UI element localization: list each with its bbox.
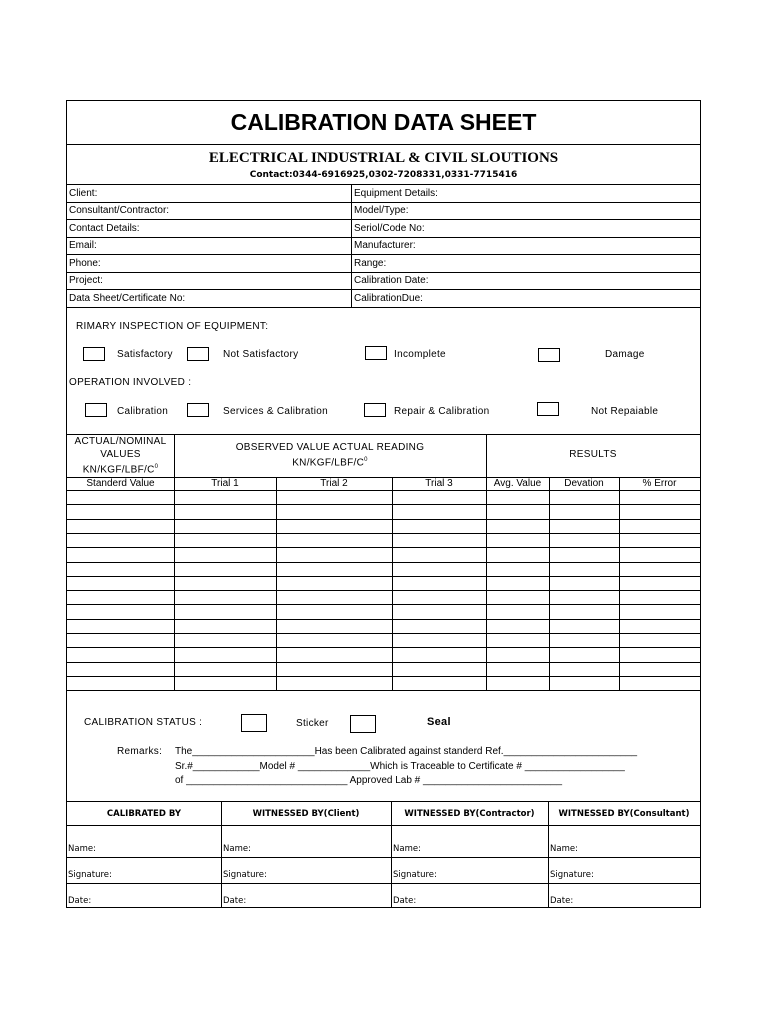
services-calibration-checkbox[interactable] <box>187 403 209 417</box>
contractor-signature-field[interactable]: Signature: <box>393 870 437 880</box>
table-col-divider <box>174 434 175 690</box>
observed-header <box>174 441 486 469</box>
col-trial-1: Trial 1 <box>211 478 239 489</box>
divider <box>67 825 700 826</box>
remarks-label: Remarks: <box>117 746 163 757</box>
model-type-field[interactable]: Model/Type: <box>354 205 409 216</box>
observed-unit <box>174 454 486 469</box>
contractor-date-field[interactable]: Date: <box>393 896 417 906</box>
witness-client-header: WITNESSED BY(Client) <box>252 809 360 819</box>
table-row <box>67 662 700 663</box>
calibration-due-field[interactable]: CalibrationDue: <box>354 293 423 304</box>
divider <box>67 883 700 884</box>
manufacturer-field[interactable]: Manufacturer: <box>354 240 416 251</box>
incomplete-checkbox[interactable] <box>365 346 387 360</box>
actual-nominal-unit <box>67 461 174 476</box>
sticker-checkbox[interactable] <box>241 714 267 732</box>
unit-text: KN/KGF/LBF/C <box>292 457 365 469</box>
col-trial-2: Trial 2 <box>320 478 348 489</box>
page-title: CALIBRATION DATA SHEET <box>230 109 537 135</box>
company-contact: Contact:0344-6916925,0302-7208331,0331-7715416 <box>249 170 518 180</box>
divider <box>67 289 700 290</box>
table-colhead-divider <box>67 490 700 491</box>
phone-field[interactable]: Phone: <box>69 258 101 269</box>
calibrated-name-field[interactable]: Name: <box>68 844 96 854</box>
table-col-divider <box>619 477 620 690</box>
incomplete-label: Incomplete <box>394 349 446 360</box>
divider <box>67 857 700 858</box>
sticker-label: Sticker <box>296 718 329 729</box>
witness-contractor-header: WITNESSED BY(Contractor) <box>404 809 535 819</box>
project-field[interactable]: Project: <box>69 275 103 286</box>
col-trial-3: Trial 3 <box>425 478 453 489</box>
repair-calibration-checkbox[interactable] <box>364 403 386 417</box>
table-header-divider <box>67 477 700 478</box>
table-col-divider <box>276 477 277 690</box>
calibration-label: Calibration <box>117 406 169 417</box>
satisfactory-label: Satisfactory <box>117 349 173 360</box>
remarks-line-2[interactable]: Sr.#____________Model # _____________Which is Traceable to Certificate # __________________ <box>175 761 625 772</box>
not-repairable-label: Not Repaiable <box>591 406 659 417</box>
calibration-sheet <box>66 100 701 908</box>
col-standard-value: Standerd Value <box>86 478 155 489</box>
actual-nominal-header <box>67 435 174 476</box>
table-row <box>67 647 700 648</box>
seal-checkbox[interactable] <box>350 715 376 733</box>
calibrated-by-header: CALIBRATED BY <box>106 809 182 819</box>
table-row <box>67 519 700 520</box>
repair-calibration-label: Repair & Calibration <box>394 406 490 417</box>
witness-consultant-header: WITNESSED BY(Consultant) <box>558 809 690 819</box>
remarks-line-3[interactable]: of _____________________________ Approved Lab # _________________________ <box>175 775 563 786</box>
damage-checkbox[interactable] <box>538 348 560 362</box>
table-row <box>67 576 700 577</box>
table-row <box>67 690 700 691</box>
table-row <box>67 633 700 634</box>
table-row <box>67 504 700 505</box>
divider <box>67 202 700 203</box>
client-field[interactable]: Client: <box>69 188 98 199</box>
table-row <box>67 604 700 605</box>
not-satisfactory-label: Not Satisfactory <box>223 349 299 360</box>
calibration-status-label: CALIBRATION STATUS : <box>84 717 203 728</box>
range-field[interactable]: Range: <box>354 258 387 269</box>
divider <box>67 307 700 308</box>
table-col-divider <box>486 434 487 690</box>
col-error: % Error <box>642 478 677 489</box>
table-row <box>67 619 700 620</box>
contact-details-field[interactable]: Contact Details: <box>69 223 140 234</box>
table-col-divider <box>549 477 550 690</box>
consultant-name-field[interactable]: Name: <box>550 844 578 854</box>
calibration-checkbox[interactable] <box>85 403 107 417</box>
divider <box>67 219 700 220</box>
col-avg-value: Avg. Value <box>493 478 542 489</box>
divider <box>67 144 700 145</box>
serial-code-field[interactable]: Seriol/Code No: <box>354 223 425 234</box>
actual-nominal-title: ACTUAL/NOMINAL VALUES <box>74 436 167 460</box>
divider <box>67 272 700 273</box>
damage-label: Damage <box>605 349 645 360</box>
consultant-field[interactable]: Consultant/Contractor: <box>69 205 170 216</box>
contractor-name-field[interactable]: Name: <box>393 844 421 854</box>
client-name-field[interactable]: Name: <box>223 844 251 854</box>
table-row <box>67 562 700 563</box>
consultant-date-field[interactable]: Date: <box>550 896 574 906</box>
divider <box>67 237 700 238</box>
client-signature-field[interactable]: Signature: <box>223 870 267 880</box>
remarks-line-1[interactable]: The______________________Has been Calibrated against standerd Ref.________________________ <box>175 746 638 757</box>
degree-sup: 0 <box>364 457 368 463</box>
degree-sup: 0 <box>154 464 159 470</box>
divider <box>67 801 700 802</box>
not-repairable-checkbox[interactable] <box>537 402 559 416</box>
table-row <box>67 533 700 534</box>
calibrated-date-field[interactable]: Date: <box>68 896 92 906</box>
not-satisfactory-checkbox[interactable] <box>187 347 209 361</box>
inspection-heading: RIMARY INSPECTION OF EQUIPMENT: <box>76 321 269 332</box>
divider <box>67 184 700 185</box>
observed-title: OBSERVED VALUE ACTUAL READING <box>235 442 425 453</box>
results-header: RESULTS <box>569 449 617 460</box>
calibrated-signature-field[interactable]: Signature: <box>68 870 112 880</box>
certificate-no-field[interactable]: Data Sheet/Certificate No: <box>69 293 186 304</box>
satisfactory-checkbox[interactable] <box>83 347 105 361</box>
company-name: ELECTRICAL INDUSTRIAL & CIVIL SLOUTIONS <box>208 150 559 166</box>
email-field[interactable]: Email: <box>69 240 97 251</box>
table-col-divider <box>392 477 393 690</box>
services-calibration-label: Services & Calibration <box>223 406 328 417</box>
seal-label: Seal <box>427 716 451 728</box>
table-row <box>67 676 700 677</box>
equipment-details-field[interactable]: Equipment Details: <box>354 188 438 199</box>
operation-heading: OPERATION INVOLVED : <box>69 377 192 388</box>
divider <box>67 254 700 255</box>
table-row <box>67 547 700 548</box>
unit-text: KN/KGF/LBF/C <box>82 464 155 476</box>
client-date-field[interactable]: Date: <box>223 896 247 906</box>
consultant-signature-field[interactable]: Signature: <box>550 870 594 880</box>
col-deviation: Devation <box>564 478 604 489</box>
table-row <box>67 590 700 591</box>
calibration-date-field[interactable]: Calibration Date: <box>354 275 429 286</box>
